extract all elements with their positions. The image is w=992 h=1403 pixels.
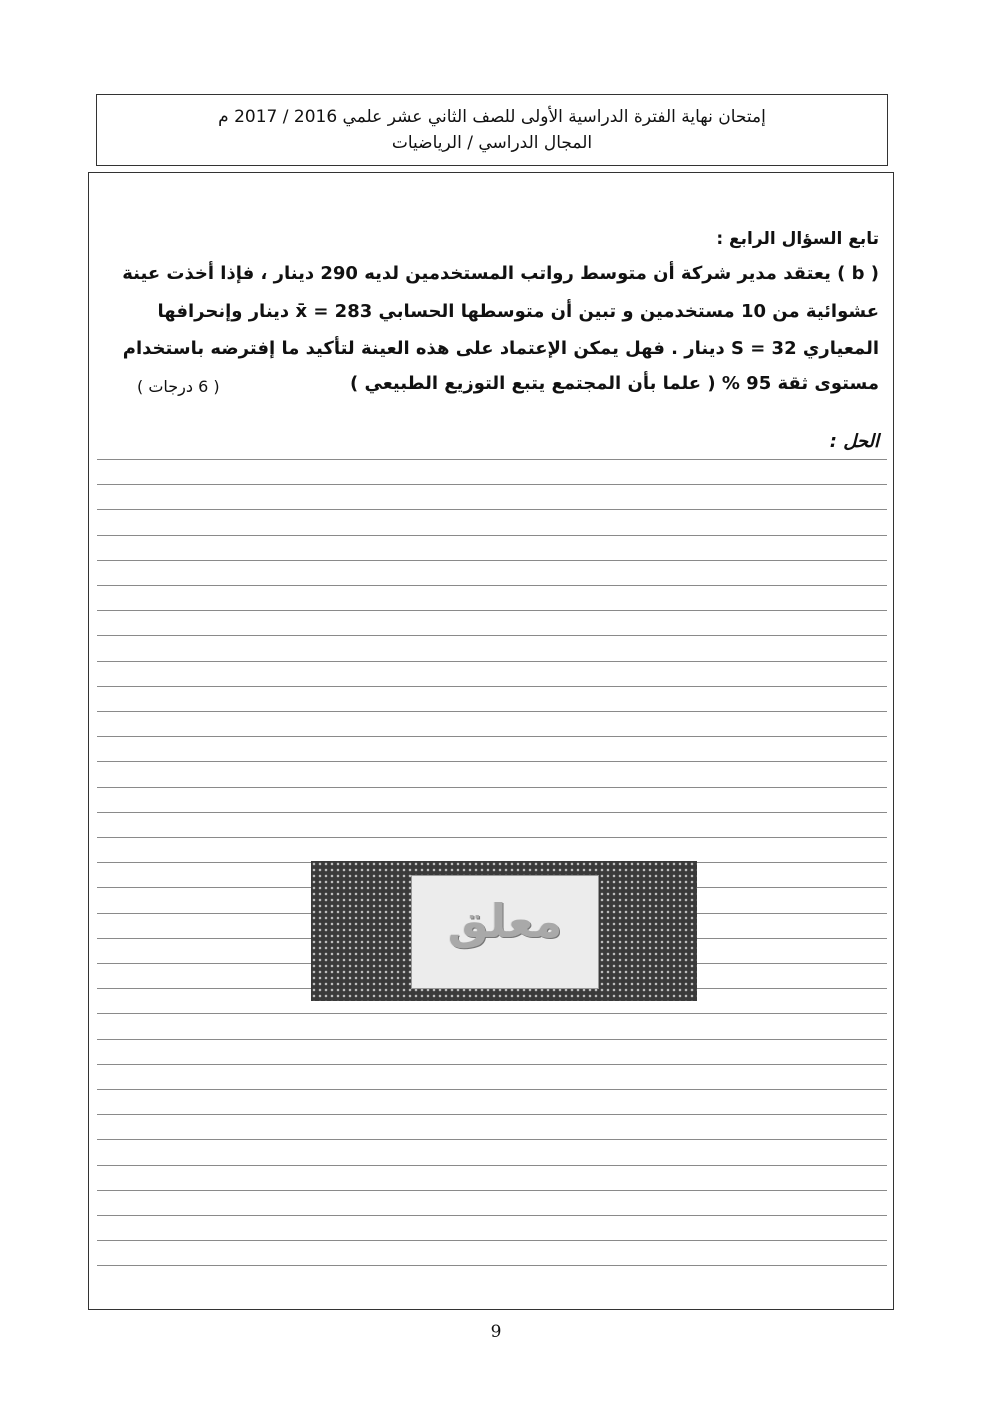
stamp-text: معلق (447, 894, 563, 948)
answer-rule (97, 787, 887, 788)
exam-header (96, 94, 888, 166)
answer-rule (97, 761, 887, 762)
answer-rule (97, 484, 887, 485)
answer-rule (97, 585, 887, 586)
answer-rule (97, 711, 887, 712)
question-line-1: ( b ) يعتقد مدير شركة أن متوسط رواتب المستخدمين لديه 290 دينار ، فإذا أخذت عينة (122, 263, 879, 284)
answer-rule (97, 1089, 887, 1090)
answer-rule (97, 535, 887, 536)
question-line-3: المعياري S = 32 دينار . فهل يمكن الإعتماد على هذه العينة لتأكيد ما إفترضه باستخدام (122, 338, 879, 359)
marks-label: ( 6 درجات ) (137, 377, 220, 396)
answer-rule (97, 1190, 887, 1191)
question-frame (88, 172, 894, 1310)
page-number: 9 (490, 1322, 502, 1342)
question-line-2: عشوائية من 10 مستخدمين و تبين أن متوسطها الحسابي x̄ = 283 دينار وإنحرافها (157, 301, 879, 322)
answer-rule (97, 837, 887, 838)
answer-rule (97, 1114, 887, 1115)
suspended-stamp (311, 861, 697, 1001)
answer-rule (97, 661, 887, 662)
answer-rule (97, 635, 887, 636)
stamp-panel (411, 875, 599, 989)
answer-rule (97, 812, 887, 813)
question-title: تابع السؤال الرابع : (716, 229, 879, 249)
answer-rule (97, 459, 887, 460)
answer-rule (97, 1240, 887, 1241)
answer-rule (97, 1215, 887, 1216)
answer-rule (97, 1039, 887, 1040)
subject-line: المجال الدراسي / الرياضيات (391, 133, 593, 153)
answer-rule (97, 686, 887, 687)
solution-label: الحل : (829, 431, 879, 452)
answer-rule (97, 736, 887, 737)
answer-rule (97, 560, 887, 561)
answer-rule (97, 610, 887, 611)
answer-rule (97, 1139, 887, 1140)
answer-rule (97, 1013, 887, 1014)
exam-title: إمتحان نهاية الفترة الدراسية الأولى للصف الثاني عشر علمي 2016 / 2017 م (218, 107, 766, 127)
answer-rule (97, 1265, 887, 1266)
question-line-4: مستوى ثقة 95 % ( علما بأن المجتمع يتبع التوزيع الطبيعي ) (349, 373, 879, 394)
answer-rule (97, 1064, 887, 1065)
answer-rule (97, 1165, 887, 1166)
answer-rule (97, 509, 887, 510)
